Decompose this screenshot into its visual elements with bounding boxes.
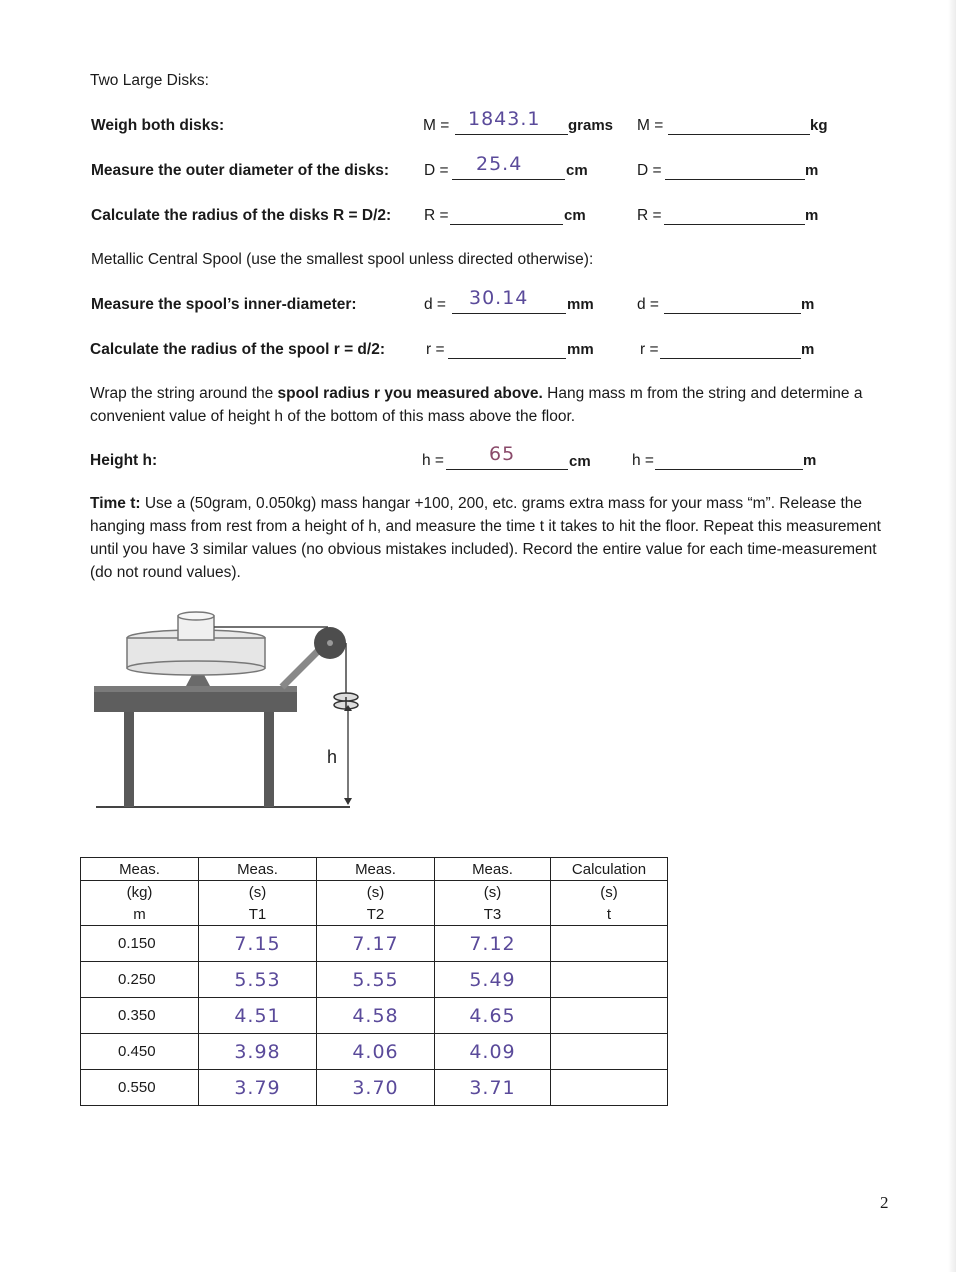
height-right-prefix: h = <box>632 452 654 469</box>
header-unit-m: (kg) <box>81 881 199 904</box>
weigh-left-unit: grams <box>568 117 614 134</box>
spool-radius-right-prefix: r = <box>640 341 659 358</box>
measurement-table <box>80 857 668 1106</box>
radius-left-unit: cm <box>564 207 586 224</box>
t2-cell[interactable] <box>317 962 435 998</box>
mass-cell: 0.550 <box>81 1070 199 1106</box>
disk-bottom <box>127 661 265 675</box>
weigh-right-prefix: M = <box>637 117 664 134</box>
height-label-h: h <box>327 747 338 767</box>
t2-value: 4.58 <box>352 1004 399 1027</box>
spool-diameter-label: Measure the spool’s inner-diameter: <box>91 296 357 313</box>
table-row <box>81 1034 668 1070</box>
table-row <box>81 962 668 998</box>
weigh-right-blank[interactable] <box>668 134 810 135</box>
spool-top <box>178 612 214 620</box>
weigh-left-value: 1843.1 <box>468 108 541 130</box>
header-calculation: Calculation <box>551 858 668 881</box>
table-row <box>81 926 668 962</box>
t3-cell[interactable] <box>435 962 551 998</box>
radius-right-unit: m <box>805 207 819 224</box>
diameter-right-prefix: D = <box>637 162 662 179</box>
wrap-text-2: Hang mass m from the string and determine a convenient value of height h of the bottom of this mass above the floor. <box>90 385 863 425</box>
weigh-left-prefix: M = <box>423 117 450 134</box>
weigh-right-unit: kg <box>810 117 828 134</box>
t3-cell[interactable] <box>435 1034 551 1070</box>
header-meas-t2: Meas. <box>317 858 435 881</box>
time-instructions <box>90 492 890 584</box>
t2-cell[interactable] <box>317 1034 435 1070</box>
spool-diameter-left-blank[interactable] <box>452 313 566 314</box>
t2-value: 4.06 <box>352 1040 399 1063</box>
t2-cell[interactable] <box>317 926 435 962</box>
t-calc-cell[interactable] <box>551 1034 668 1070</box>
spool-diameter-right-prefix: d = <box>637 296 659 313</box>
t3-value: 7.12 <box>469 932 516 955</box>
diameter-right-blank[interactable] <box>665 179 805 180</box>
wrap-text-bold: spool radius r you measured above. <box>277 385 543 402</box>
radius-right-prefix: R = <box>637 207 662 224</box>
page-number: 2 <box>880 1193 889 1212</box>
t3-value: 4.65 <box>469 1004 516 1027</box>
header-sym-t1: T1 <box>199 903 317 926</box>
t3-value: 5.49 <box>469 968 516 991</box>
wrap-instructions <box>90 382 890 428</box>
t3-value: 4.09 <box>469 1040 516 1063</box>
t1-value: 7.15 <box>234 932 281 955</box>
height-right-blank[interactable] <box>655 469 803 470</box>
table-header-row-2 <box>81 881 668 904</box>
wrap-text-1: Wrap the string around the <box>90 385 278 402</box>
diameter-label: Measure the outer diameter of the disks: <box>91 162 390 179</box>
time-bold: Time t: <box>90 495 141 512</box>
t1-cell[interactable] <box>199 926 317 962</box>
header-unit-t3: (s) <box>435 881 551 904</box>
height-left-unit: cm <box>569 453 591 470</box>
spool-radius-left-unit: mm <box>567 341 594 358</box>
header-sym-t3: T3 <box>435 903 551 926</box>
header-unit-t: (s) <box>551 881 668 904</box>
height-left-prefix: h = <box>422 452 444 469</box>
height-left-value: 65 <box>489 443 516 465</box>
table-top-highlight <box>94 686 297 692</box>
radius-left-blank[interactable] <box>450 224 563 225</box>
pulley-axle <box>327 640 333 646</box>
header-unit-t1: (s) <box>199 881 317 904</box>
t2-value: 7.17 <box>352 932 399 955</box>
t-calc-cell[interactable] <box>551 998 668 1034</box>
t1-value: 3.79 <box>234 1076 281 1099</box>
t3-value: 3.71 <box>469 1076 516 1099</box>
t2-cell[interactable] <box>317 998 435 1034</box>
height-left-blank[interactable] <box>446 469 568 470</box>
height-label: Height h: <box>90 452 158 469</box>
t3-cell[interactable] <box>435 1070 551 1106</box>
section-title: Two Large Disks: <box>90 72 209 89</box>
spool-radius-right-blank[interactable] <box>660 358 801 359</box>
header-unit-t2: (s) <box>317 881 435 904</box>
spool-diameter-left-unit: mm <box>567 296 594 313</box>
t2-value: 5.55 <box>352 968 399 991</box>
spool-diameter-right-blank[interactable] <box>664 313 801 314</box>
spool-diameter-right-unit: m <box>801 296 815 313</box>
t1-cell[interactable] <box>199 998 317 1034</box>
table-leg-left <box>124 712 134 807</box>
mass-cell: 0.450 <box>81 1034 199 1070</box>
diameter-left-prefix: D = <box>424 162 449 179</box>
radius-right-blank[interactable] <box>664 224 805 225</box>
mass-cell: 0.150 <box>81 926 199 962</box>
page-edge-shadow <box>948 0 956 1272</box>
radius-label: Calculate the radius of the disks R = D/2: <box>91 207 392 224</box>
apparatus-diagram <box>90 605 390 820</box>
spool-heading: Metallic Central Spool (use the smallest spool unless directed otherwise): <box>91 251 594 268</box>
table-row <box>81 1070 668 1106</box>
t-calc-cell[interactable] <box>551 926 668 962</box>
spool-radius-right-unit: m <box>801 341 815 358</box>
mass-cell: 0.250 <box>81 962 199 998</box>
header-sym-t2: T2 <box>317 903 435 926</box>
diameter-right-unit: m <box>805 162 819 179</box>
table-row <box>81 998 668 1034</box>
header-meas-t1: Meas. <box>199 858 317 881</box>
header-sym-t: t <box>551 903 668 926</box>
mass-cell: 0.350 <box>81 998 199 1034</box>
t1-value: 5.53 <box>234 968 281 991</box>
header-meas-t3: Meas. <box>435 858 551 881</box>
t2-cell[interactable] <box>317 1070 435 1106</box>
t1-cell[interactable] <box>199 962 317 998</box>
t3-cell[interactable] <box>435 998 551 1034</box>
weigh-label: Weigh both disks: <box>91 117 225 134</box>
height-arrow-bottom-icon <box>344 798 352 805</box>
t-calc-cell[interactable] <box>551 962 668 998</box>
t1-value: 4.51 <box>234 1004 281 1027</box>
t-calc-cell[interactable] <box>551 1070 668 1106</box>
time-text: Use a (50gram, 0.050kg) mass hangar +100, 200, etc. grams extra mass for your mass “m”. Release the hanging mass from rest from a height of h, and measure the time t it takes to hit the floor. Repeat this measurement until you have 3 similar values (no obvious mistakes included). Record the entire value for each time-measurement (do not round values). <box>90 495 881 581</box>
header-meas-m: Meas. <box>81 858 199 881</box>
t3-cell[interactable] <box>435 926 551 962</box>
height-right-unit: m <box>803 452 817 469</box>
radius-left-prefix: R = <box>424 207 449 224</box>
t2-value: 3.70 <box>352 1076 399 1099</box>
weigh-left-blank[interactable] <box>455 134 568 135</box>
t1-cell[interactable] <box>199 1070 317 1106</box>
spool-diameter-left-value: 30.14 <box>469 287 529 309</box>
diameter-left-unit: cm <box>566 162 588 179</box>
spool-radius-left-prefix: r = <box>426 341 445 358</box>
table-header-row-1 <box>81 858 668 881</box>
pulley-arm <box>282 647 322 687</box>
t1-cell[interactable] <box>199 1034 317 1070</box>
table-header-row-3 <box>81 903 668 926</box>
spool-radius-label: Calculate the radius of the spool r = d/2: <box>90 341 385 358</box>
header-sym-m: m <box>81 903 199 926</box>
diameter-left-blank[interactable] <box>452 179 565 180</box>
table-leg-right <box>264 712 274 807</box>
spool-diameter-left-prefix: d = <box>424 296 446 313</box>
diameter-left-value: 25.4 <box>476 153 523 175</box>
t1-value: 3.98 <box>234 1040 281 1063</box>
spool-radius-left-blank[interactable] <box>448 358 566 359</box>
